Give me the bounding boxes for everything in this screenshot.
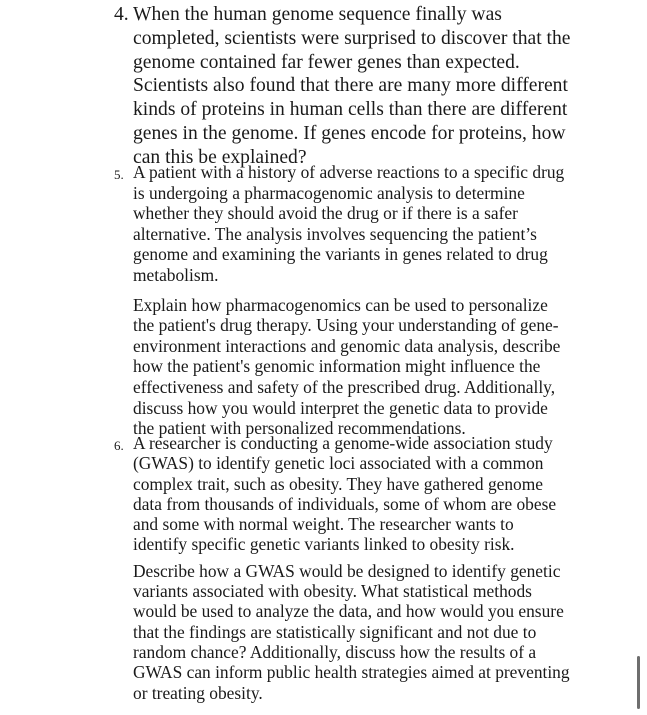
question-4-text: When the human genome sequence finally was completed, scientists were surprised to discover that the genome contained far fewer genes than expected. Scientists also found that there are many more different kinds of proteins in human cells than there are different genes in the genome. If genes encode for proteins, how can this be explained? bbox=[133, 4, 571, 168]
question-4-number: 4. bbox=[114, 4, 129, 25]
vertical-scrollbar[interactable] bbox=[637, 656, 640, 709]
question-6-prompt: Describe how a GWAS would be designed to identify genetic variants associated with obesity. What statistical methods would be used to analyze the data, and how would you ensure that the findings are statistically significant and not due to random chance? Additionally, discuss how the results of a GWAS can inform public health strategies aimed at preventing or treating obesity. bbox=[133, 560, 570, 703]
question-5-number: 5. bbox=[114, 167, 124, 182]
question-5-prompt: Explain how pharmacogenomics can be used to personalize the patient's drug therapy. Using your understanding of gene-environment interactions and genomic data analysis, describe how the patient's genomic information might influence the effectiveness and safety of the prescribed drug. Additionally, discuss how you would interpret the genetic data to provide the patient with personalized recommendations. bbox=[133, 294, 561, 439]
question-6-number: 6. bbox=[114, 438, 124, 453]
question-6-scenario: A researcher is conducting a genome-wide association study (GWAS) to identify genetic loci associated with a common complex trait, such as obesity. They have gathered genome data from thousands of individuals, some of whom are obese and some with normal weight. The researcher wants to identify specific genetic variants linked to obesity risk. bbox=[133, 433, 557, 555]
question-4 bbox=[114, 3, 572, 170]
question-5 bbox=[114, 162, 572, 439]
question-6-body bbox=[133, 433, 572, 703]
question-5-scenario: A patient with a history of adverse reactions to a specific drug is undergoing a pharmacogenomic analysis to determine whether they should avoid the drug or if there is a safer alternative. The analysis involves sequencing the patient’s genome and examining the variants in genes related to drug metabolism. bbox=[133, 162, 565, 285]
question-5-body bbox=[133, 162, 572, 439]
question-6 bbox=[114, 433, 572, 703]
question-4-body bbox=[133, 3, 572, 170]
